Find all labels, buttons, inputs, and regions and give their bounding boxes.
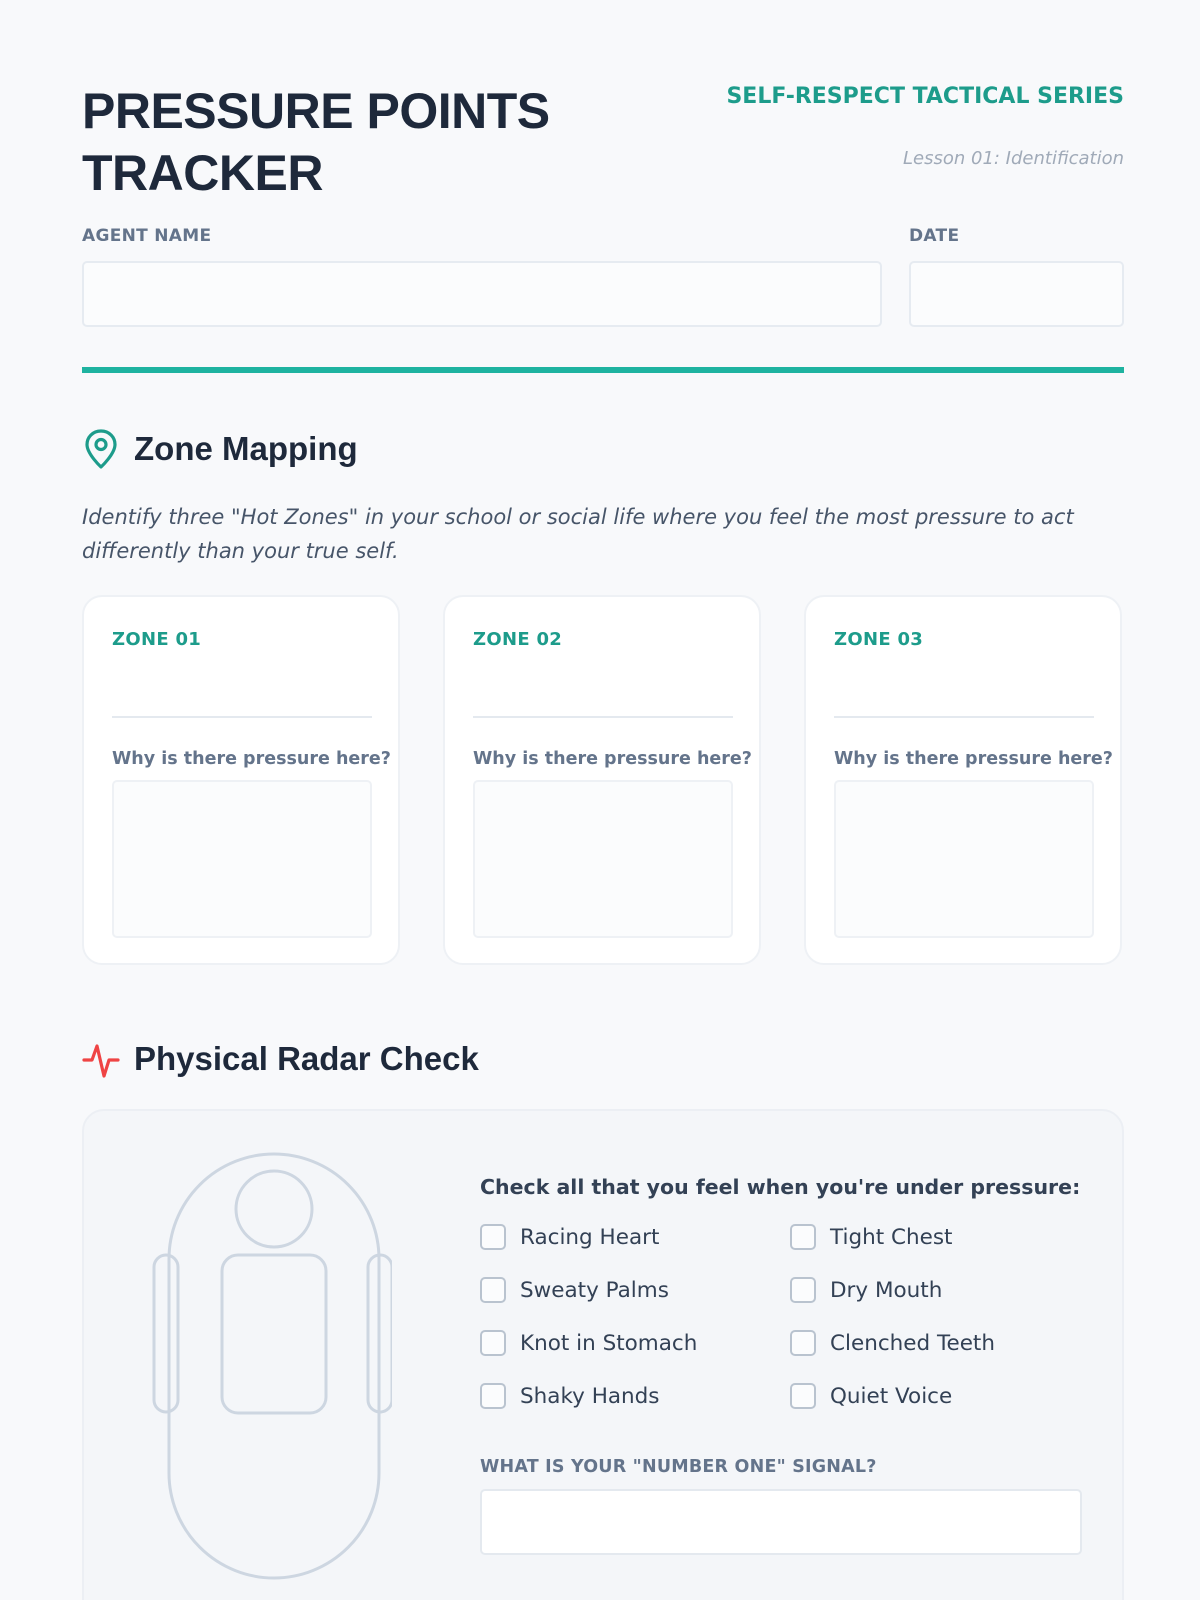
date-label: DATE bbox=[909, 226, 960, 246]
worksheet-page bbox=[82, 0, 1124, 1600]
symptom-label: Racing Heart bbox=[520, 1224, 660, 1250]
zone-card-3 bbox=[804, 595, 1122, 965]
symptom-checkbox-racing-heart[interactable] bbox=[480, 1224, 659, 1250]
zone-card-1 bbox=[82, 595, 400, 965]
symptom-checkbox-shaky-hands[interactable] bbox=[480, 1383, 660, 1409]
symptom-label: Clenched Teeth bbox=[830, 1330, 995, 1356]
number-one-signal-label: WHAT IS YOUR "NUMBER ONE" SIGNAL? bbox=[480, 1457, 877, 1477]
radar-heading bbox=[82, 1038, 479, 1080]
zone-question: Why is there pressure here? bbox=[834, 749, 1113, 769]
date-input[interactable] bbox=[909, 261, 1124, 327]
agent-name-input[interactable] bbox=[82, 261, 882, 327]
map-pin-icon bbox=[82, 428, 120, 470]
zone-mapping-title: Zone Mapping bbox=[134, 430, 358, 467]
symptom-prompt: Check all that you feel when you're under pressure: bbox=[480, 1175, 1081, 1199]
checkbox[interactable] bbox=[790, 1383, 816, 1409]
symptom-label: Tight Chest bbox=[830, 1224, 953, 1250]
zone-name-line[interactable] bbox=[834, 716, 1094, 718]
zone-name-line[interactable] bbox=[473, 716, 733, 718]
page-title: PRESSURE POINTS TRACKER bbox=[82, 83, 550, 201]
checkbox[interactable] bbox=[790, 1277, 816, 1303]
zone-answer-box[interactable] bbox=[834, 780, 1094, 938]
radar-panel bbox=[82, 1109, 1124, 1600]
agent-name-label: AGENT NAME bbox=[82, 226, 212, 246]
checkbox[interactable] bbox=[790, 1330, 816, 1356]
zone-card-2 bbox=[443, 595, 761, 965]
checkbox[interactable] bbox=[480, 1224, 506, 1250]
symptom-checkbox-dry-mouth[interactable] bbox=[790, 1277, 942, 1303]
zone-label: ZONE 03 bbox=[834, 629, 924, 650]
pulse-icon bbox=[82, 1038, 120, 1080]
checkbox[interactable] bbox=[480, 1383, 506, 1409]
checkbox[interactable] bbox=[480, 1330, 506, 1356]
header-divider bbox=[82, 367, 1124, 373]
zone-mapping-heading bbox=[82, 428, 358, 470]
symptom-label: Quiet Voice bbox=[830, 1383, 953, 1409]
symptom-checkbox-quiet-voice[interactable] bbox=[790, 1383, 952, 1409]
zone-label: ZONE 02 bbox=[473, 629, 563, 650]
symptom-label: Sweaty Palms bbox=[520, 1277, 669, 1303]
symptom-checkbox-knot-in-stomach[interactable] bbox=[480, 1330, 697, 1356]
radar-title: Physical Radar Check bbox=[134, 1040, 479, 1077]
series-name: SELF-RESPECT TACTICAL SERIES bbox=[726, 84, 1124, 109]
symptom-label: Shaky Hands bbox=[520, 1383, 660, 1409]
zone-answer-box[interactable] bbox=[473, 780, 733, 938]
zone-question: Why is there pressure here? bbox=[112, 749, 391, 769]
symptom-checkbox-sweaty-palms[interactable] bbox=[480, 1277, 669, 1303]
zone-answer-box[interactable] bbox=[112, 780, 372, 938]
lesson-subtitle: Lesson 01: Identification bbox=[902, 148, 1124, 169]
checkbox[interactable] bbox=[790, 1224, 816, 1250]
zone-name-line[interactable] bbox=[112, 716, 372, 718]
zone-mapping-intro: Identify three "Hot Zones" in your school or social life where you feel the most pressure to act differently than your true self. bbox=[82, 505, 1074, 563]
symptom-checkbox-tight-chest[interactable] bbox=[790, 1224, 952, 1250]
checkbox[interactable] bbox=[480, 1277, 506, 1303]
body-outline-icon bbox=[152, 1151, 392, 1591]
symptom-label: Knot in Stomach bbox=[520, 1330, 698, 1356]
number-one-signal-input[interactable] bbox=[480, 1489, 1082, 1555]
symptom-label: Dry Mouth bbox=[830, 1277, 943, 1303]
zone-label: ZONE 01 bbox=[112, 629, 202, 650]
symptom-checkbox-clenched-teeth[interactable] bbox=[790, 1330, 995, 1356]
zone-question: Why is there pressure here? bbox=[473, 749, 752, 769]
